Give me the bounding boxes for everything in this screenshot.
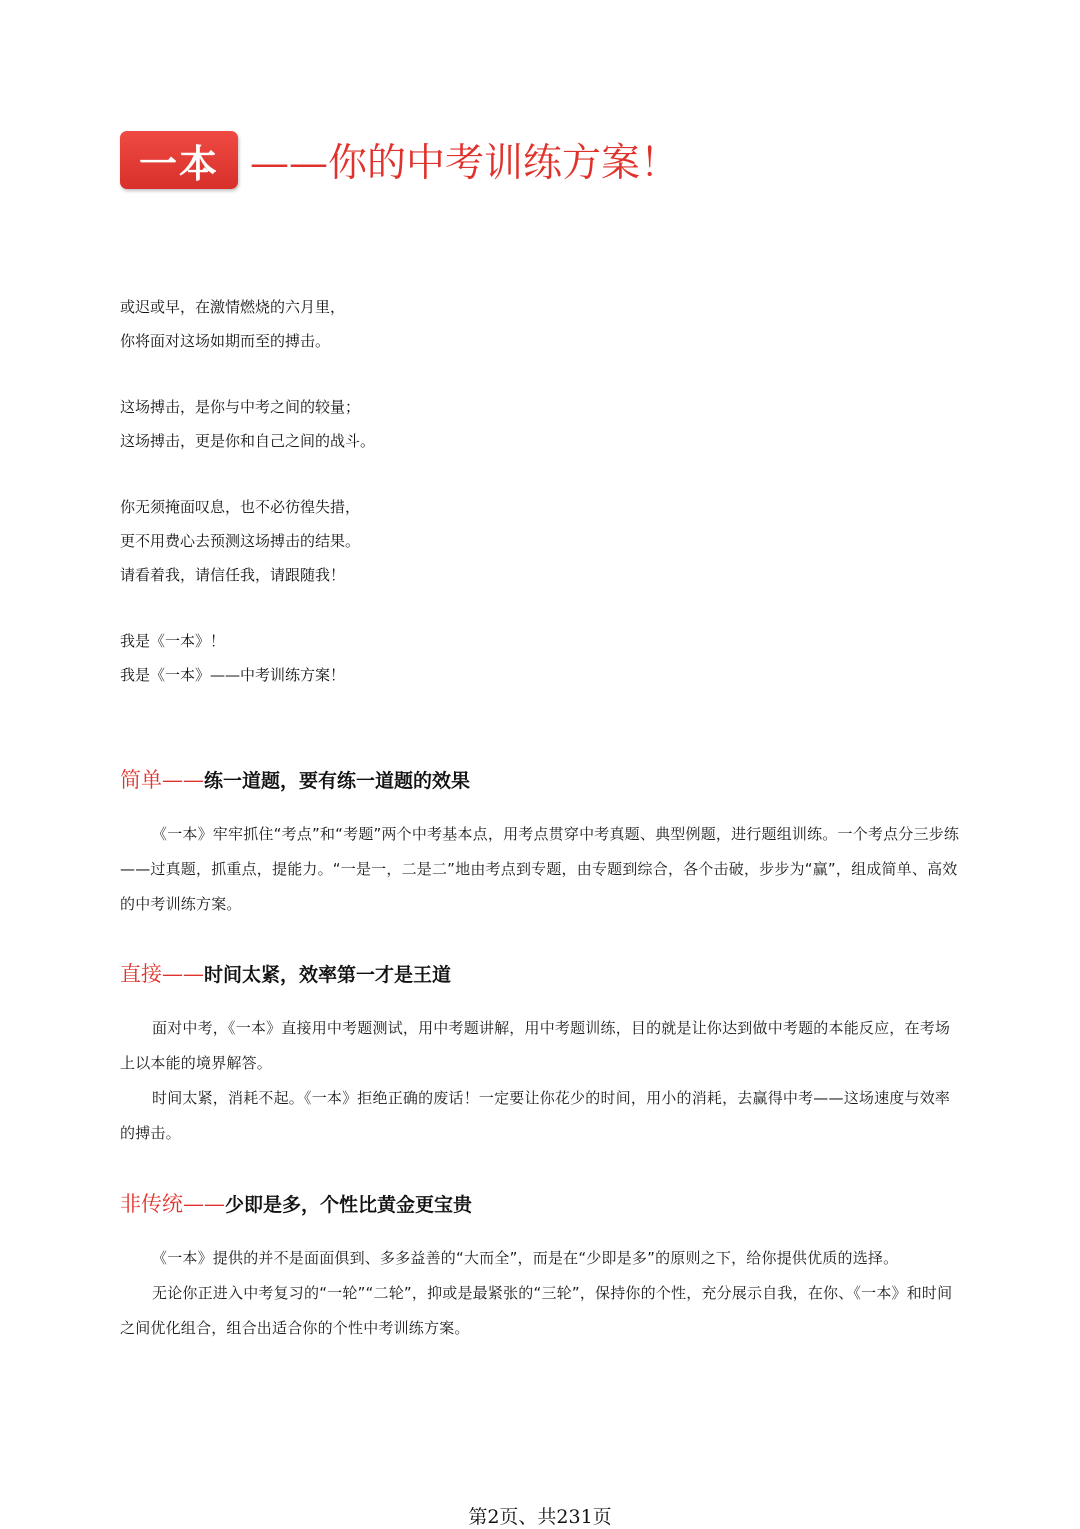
section-heading-subtitle: 时间太紧，效率第一才是王道 bbox=[204, 964, 452, 986]
section-heading-keyword: 非传统—— bbox=[120, 1192, 225, 1216]
section-paragraph: 面对中考，《一本》直接用中考题测试，用中考题讲解，用中考题训练，目的就是让你达到做中考题的本能反应，在考场上以本能的境界解答。 bbox=[120, 1019, 951, 1072]
poem-stanza bbox=[120, 624, 620, 692]
poem-line: 我是《一本》——中考训练方案！ bbox=[120, 666, 346, 684]
section-heading-subtitle: 少即是多，个性比黄金更宝贵 bbox=[225, 1194, 473, 1216]
poem-line: 我是《一本》！ bbox=[120, 632, 226, 650]
brand-badge: 一本 bbox=[120, 131, 238, 189]
section-heading-subtitle: 练一道题，要有练一道题的效果 bbox=[204, 770, 471, 792]
poem-line: 这场搏击，更是你和自己之间的战斗。 bbox=[120, 432, 376, 450]
poem-line: 你将面对这场如期而至的搏击。 bbox=[120, 332, 331, 350]
poem-line: 更不用费心去预测这场搏击的结果。 bbox=[120, 532, 361, 550]
section-direct bbox=[120, 960, 962, 1151]
section-nontraditional bbox=[120, 1190, 962, 1346]
page-title: ——你的中考训练方案！ bbox=[250, 141, 680, 186]
poem-stanza bbox=[120, 490, 620, 592]
section-heading-keyword: 直接—— bbox=[120, 962, 204, 986]
section-simple bbox=[120, 766, 962, 922]
page-number: 第2页、共231页 bbox=[468, 1506, 612, 1528]
poem-stanza bbox=[120, 290, 620, 358]
section-heading-keyword: 简单—— bbox=[120, 768, 204, 792]
page-header bbox=[120, 128, 679, 192]
section-heading bbox=[120, 960, 962, 989]
poem-stanza bbox=[120, 390, 620, 458]
section-heading bbox=[120, 766, 962, 795]
poem-line: 你无须掩面叹息，也不必彷徨失措， bbox=[120, 498, 361, 516]
poem-line: 这场搏击，是你与中考之间的较量； bbox=[120, 398, 361, 416]
section-paragraph: 时间太紧，消耗不起。《一本》拒绝正确的废话！一定要让你花少的时间，用小的消耗，去赢得中考——这场速度与效率的搏击。 bbox=[120, 1089, 951, 1142]
section-body bbox=[120, 817, 962, 922]
poem-line: 或迟或早，在激情燃烧的六月里， bbox=[120, 298, 346, 316]
intro-poem bbox=[120, 290, 620, 724]
section-body bbox=[120, 1011, 962, 1151]
section-body bbox=[120, 1241, 962, 1346]
poem-line: 请看着我，请信任我，请跟随我！ bbox=[120, 566, 346, 584]
section-paragraph: 《一本》提供的并不是面面俱到、多多益善的“大而全”，而是在“少即是多”的原则之下，给你提供优质的选择。 bbox=[152, 1249, 899, 1267]
section-heading bbox=[120, 1190, 962, 1219]
section-paragraph: 《一本》牢牢抓住“考点”和“考题”两个中考基本点，用考点贯穿中考真题、典型例题，进行题组训练。一个考点分三步练——过真题，抓重点，提能力。“一是一，二是二”地由考点到专题，由专题到综合，各个击破，步步为“赢”，组成简单、高效的中考训练方案。 bbox=[120, 825, 960, 913]
section-paragraph: 无论你正进入中考复习的“一轮”“二轮”，抑或是最紧张的“三轮”，保持你的个性，充分展示自我，在你、《一本》和时间之间优化组合，组合出适合你的个性中考训练方案。 bbox=[120, 1284, 953, 1337]
